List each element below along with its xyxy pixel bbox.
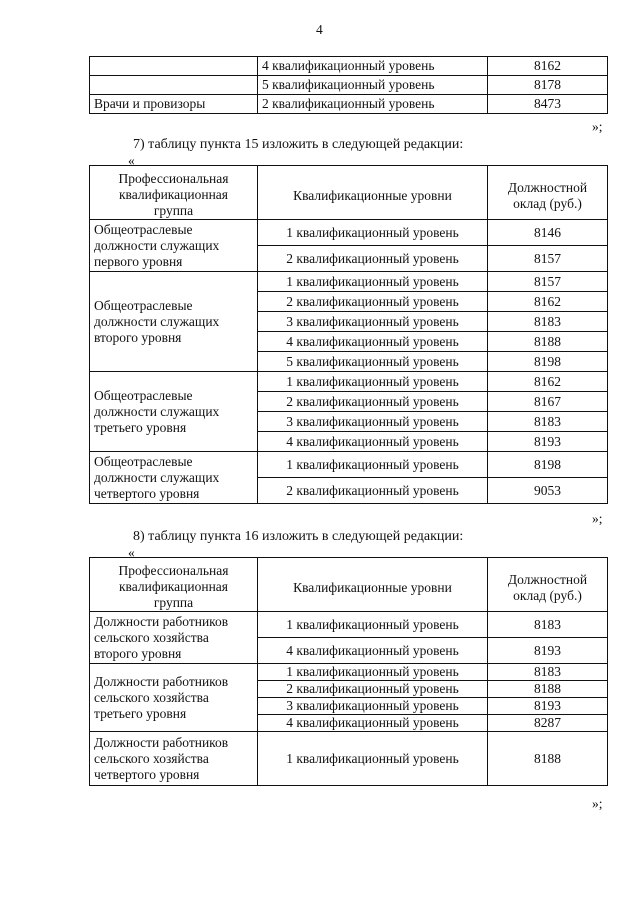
table-row xyxy=(90,664,608,681)
group-cell: Должности работников сельского хозяйства второго уровня xyxy=(90,612,258,664)
level-cell: 3 квалификационный уровень xyxy=(258,412,488,432)
header-salary: Должностной оклад (руб.) xyxy=(488,558,608,612)
close-quote: »; xyxy=(592,511,603,526)
page-number: 4 xyxy=(316,22,323,37)
level-cell: 2 квалификационный уровень xyxy=(258,392,488,412)
level-cell: 2 квалификационный уровень xyxy=(258,95,488,114)
open-quote: « xyxy=(128,153,135,168)
salary-cell: 8183 xyxy=(488,664,608,681)
table-row xyxy=(90,272,608,292)
level-cell: 1 квалификационный уровень xyxy=(258,372,488,392)
table-header-row xyxy=(90,166,608,220)
header-salary: Должностной оклад (руб.) xyxy=(488,166,608,220)
header-group: Профессиональная квалификационная группа xyxy=(90,166,258,220)
group-cell: Общеотраслевые должности служащих третьего уровня xyxy=(90,372,258,452)
level-cell: 4 квалификационный уровень xyxy=(258,638,488,664)
group-cell: Должности работников сельского хозяйства четвертого уровня xyxy=(90,732,258,786)
salary-cell: 8157 xyxy=(488,246,608,272)
header-group: Профессиональная квалификационная группа xyxy=(90,558,258,612)
open-quote: « xyxy=(128,545,135,560)
salary-cell: 8162 xyxy=(488,57,608,76)
salary-cell: 8183 xyxy=(488,412,608,432)
table-row xyxy=(90,57,608,76)
section-intro: 7) таблицу пункта 15 изложить в следующей редакции: xyxy=(133,137,464,152)
group-cell: Должности работников сельского хозяйства третьего уровня xyxy=(90,664,258,732)
table-header-row xyxy=(90,558,608,612)
level-cell: 2 квалификационный уровень xyxy=(258,681,488,698)
salary-cell: 8193 xyxy=(488,698,608,715)
salary-cell: 8188 xyxy=(488,732,608,786)
level-cell: 2 квалификационный уровень xyxy=(258,292,488,312)
table-section-16 xyxy=(89,557,608,786)
header-levels: Квалификационные уровни xyxy=(258,558,488,612)
close-quote: »; xyxy=(592,119,603,134)
section-intro: 8) таблицу пункта 16 изложить в следующей редакции: xyxy=(133,529,464,544)
level-cell: 4 квалификационный уровень xyxy=(258,57,488,76)
salary-cell: 8183 xyxy=(488,312,608,332)
level-cell: 1 квалификационный уровень xyxy=(258,272,488,292)
level-cell: 2 квалификационный уровень xyxy=(258,478,488,504)
salary-cell: 8146 xyxy=(488,220,608,246)
salary-cell: 8188 xyxy=(488,332,608,352)
salary-cell: 8193 xyxy=(488,638,608,664)
table-continuation xyxy=(89,56,608,114)
salary-cell: 8287 xyxy=(488,715,608,732)
table-row xyxy=(90,76,608,95)
salary-cell: 8162 xyxy=(488,372,608,392)
group-cell: Общеотраслевые должности служащих второго уровня xyxy=(90,272,258,372)
table-row xyxy=(90,95,608,114)
salary-cell: 8473 xyxy=(488,95,608,114)
level-cell: 1 квалификационный уровень xyxy=(258,664,488,681)
salary-cell: 8178 xyxy=(488,76,608,95)
salary-cell: 8188 xyxy=(488,681,608,698)
level-cell: 4 квалификационный уровень xyxy=(258,715,488,732)
group-cell: Общеотраслевые должности служащих первого уровня xyxy=(90,220,258,272)
salary-cell: 8183 xyxy=(488,612,608,638)
level-cell: 1 квалификационный уровень xyxy=(258,220,488,246)
level-cell: 1 квалификационный уровень xyxy=(258,452,488,478)
header-levels: Квалификационные уровни xyxy=(258,166,488,220)
salary-cell: 8198 xyxy=(488,352,608,372)
table-section-15 xyxy=(89,165,608,504)
group-cell xyxy=(90,57,258,76)
group-cell xyxy=(90,76,258,95)
close-quote: »; xyxy=(592,796,603,811)
level-cell: 4 квалификационный уровень xyxy=(258,332,488,352)
level-cell: 3 квалификационный уровень xyxy=(258,312,488,332)
table-row xyxy=(90,612,608,638)
level-cell: 4 квалификационный уровень xyxy=(258,432,488,452)
salary-cell: 8157 xyxy=(488,272,608,292)
level-cell: 3 квалификационный уровень xyxy=(258,698,488,715)
level-cell: 1 квалификационный уровень xyxy=(258,732,488,786)
salary-cell: 8193 xyxy=(488,432,608,452)
salary-cell: 8198 xyxy=(488,452,608,478)
level-cell: 1 квалификационный уровень xyxy=(258,612,488,638)
table-row xyxy=(90,732,608,786)
level-cell: 2 квалификационный уровень xyxy=(258,246,488,272)
table-row xyxy=(90,452,608,478)
table-row xyxy=(90,372,608,392)
table-row xyxy=(90,220,608,246)
salary-cell: 8162 xyxy=(488,292,608,312)
level-cell: 5 квалификационный уровень xyxy=(258,352,488,372)
group-cell: Врачи и провизоры xyxy=(90,95,258,114)
level-cell: 5 квалификационный уровень xyxy=(258,76,488,95)
group-cell: Общеотраслевые должности служащих четвертого уровня xyxy=(90,452,258,504)
salary-cell: 8167 xyxy=(488,392,608,412)
salary-cell: 9053 xyxy=(488,478,608,504)
